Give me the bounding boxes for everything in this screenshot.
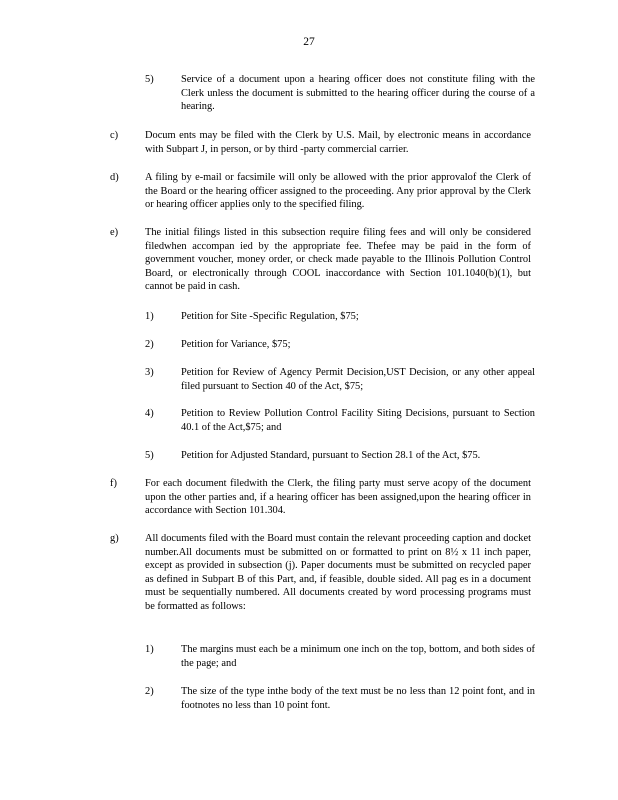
subitem-label-e5: 5) — [145, 450, 154, 461]
item-text-5-service: Service of a document upon a hearing officer does not constitute filing with the Clerk unless the document is submitted to the hearing officer during the course of a hearing. — [181, 74, 535, 113]
subitem-text-e3: Petition for Review of Agency Permit Decision,UST Decision, or any other appeal filed pursuant to Section 40 of the Act, $75; — [181, 367, 535, 392]
subitem-text-e2: Petition for Variance, $75; — [181, 339, 291, 350]
item-label-f: f) — [110, 478, 117, 489]
item-text-c: Docum ents may be filed with the Clerk by U.S. Mail, by electronic means in accordance with Subpart J, in person, or by third -party commercial carrier. — [145, 130, 531, 155]
item-label-5: 5) — [145, 74, 154, 85]
page-number: 27 — [303, 36, 315, 48]
subitem-text-e1: Petition for Site -Specific Regulation, $75; — [181, 311, 359, 322]
item-text-d: A filing by e-mail or facsimile will only be allowed with the prior approvalof the Clerk of the Board or the hearing officer assigned to the proceeding. Any prior approval by the Clerk or hearing officer applies only to the specified filing. — [145, 172, 531, 211]
subitem-label-g1: 1) — [145, 644, 154, 655]
item-label-c: c) — [110, 130, 119, 141]
subitem-text-e4: Petition to Review Pollution Control Facility Siting Decisions, pursuant to Section 40.1 of the Act,$75; and — [181, 408, 535, 433]
subitem-label-g2: 2) — [145, 686, 154, 697]
subitem-label-e1: 1) — [145, 311, 154, 322]
item-label-g: g) — [110, 533, 119, 544]
subitem-text-g1: The margins must each be a minimum one inch on the top, bottom, and both sides of the page; and — [181, 644, 535, 669]
subitem-text-g2: The size of the type inthe body of the text must be no less than 12 point font, and in footnotes no less than 10 point font. — [181, 686, 535, 711]
subitem-label-e4: 4) — [145, 408, 154, 419]
subitem-text-e5: Petition for Adjusted Standard, pursuant to Section 28.1 of the Act, $75. — [181, 450, 481, 461]
subitem-label-e3: 3) — [145, 367, 154, 378]
item-label-d: d) — [110, 172, 119, 183]
item-text-f: For each document filedwith the Clerk, the filing party must serve acopy of the document upon the other parties and, if a hearing officer has been assigned,upon the hearing officer in accordance with Section 101.304. — [145, 478, 531, 517]
subitem-label-e2: 2) — [145, 339, 154, 350]
item-label-e: e) — [110, 227, 119, 238]
item-text-g: All documents filed with the Board must contain the relevant proceeding caption and docket number.All documents must be submitted on or formatted to print on 8½ x 11 inch paper, except as provided in subsection (j). Paper documents must be submitted on recycled paper as defined in Subpart B of this Part, and, if feasible, double sided. All pag es in a document must be sequentially numbered. All documents created by word processing programs must be formatted as follows: — [145, 533, 531, 612]
item-text-e: The initial filings listed in this subsection require filing fees and will only be considered filedwhen accompan ied by the appropriate fee. Thefee may be paid in the form of government voucher, money order, or check made payable to the Illinois Pollution Control Board, or electronically through COOL inaccordance with Section 101.1040(b)(1), but cannot be paid in cash. — [145, 227, 531, 293]
